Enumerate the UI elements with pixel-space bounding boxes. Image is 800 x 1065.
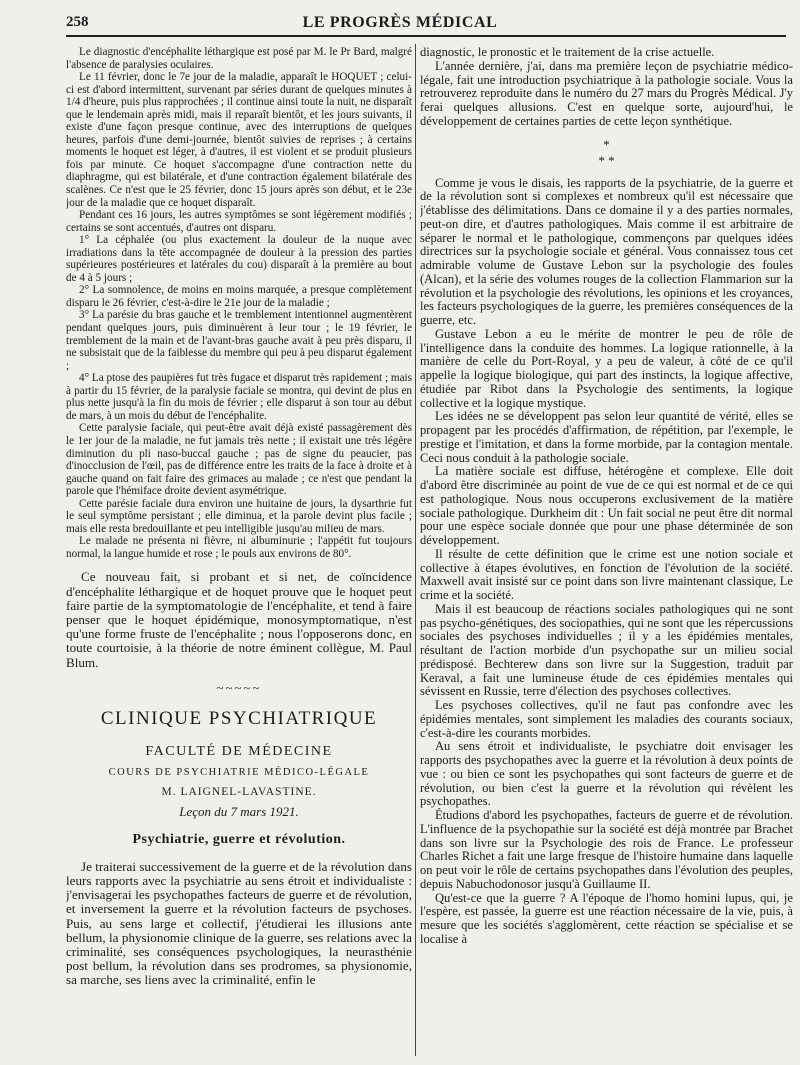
professor-name: M. LAIGNEL-LAVASTINE.	[161, 785, 317, 798]
body-paragraph: Les psychoses collectives, qu'il ne faut pas confondre avec les épidémies mentales, sont simplement les maladies des courants sociaux, c'est-à-dire les courants morbides.	[420, 698, 793, 740]
case-paragraph: Le 11 février, donc le 7e jour de la maladie, apparaît le HOQUET ; celui-ci est d'abord intermittent, survenant par séries durant de quelques minutes à 1/4 d'heure, puis plus rapprochées ; il continue ainsi toute la nuit, ne disparaît que le lendemain après midi, mais il reparaît bientôt, et les jours suivants, il existe d'une façon presque continue, avec des interruptions de quelques heures, parfois d'une demi-journée, bientôt suivies de reprises ; à certains moments le hoquet est léger, à d'autres, il est violent et se produit plusieurs fois par minute. Ce hoquet s'accompagne d'une contraction nette du diaphragme, qui est bilatérale, et d'une contraction également bilatérale des scalènes. Ce n'est que le 25 février, donc 15 jours après son début, et le 23e jour de la maladie que ce hoquet disparaît.	[66, 71, 412, 209]
right-column	[420, 46, 793, 1056]
conclusion-paragraph: Ce nouveau fait, si probant et si net, de coïncidence d'encéphalite léthargique et de hoquet prouve que le hoquet peut faire partie de la symptomatologie de l'encéphalite, et tend à faire penser que le hoquet épidémique, monosymptomatique, n'est qu'une forme fruste de l'encéphalite ; nous l'opposerons donc, en toute courtoisie, à la théorie de notre éminent collègue, M. Paul Blum.	[66, 569, 412, 670]
body-paragraph: Les idées ne se développent pas selon leur quantité de vérité, elles se propagent par les procédés d'affirmation, de répétition, par l'exemple, le prestige et l'imitation, et dans la forme morbide, par la contagion mentale. Ceci nous conduit à la pathologie sociale.	[420, 409, 793, 465]
case-paragraph: 2° La somnolence, de moins en moins marquée, a presque complètement disparu le 26 février, c'est-à-dire le 21e jour de la maladie ;	[66, 284, 412, 309]
case-paragraph: Le malade ne présenta ni fièvre, ni albuminurie ; l'appétit fut toujours normal, la langue humide et rose ; le pouls aux environs de 80°.	[66, 535, 412, 560]
section-separator: ~~~~~	[216, 679, 262, 695]
body-paragraph: Étudions d'abord les psychopathes, facteurs de guerre et de révolution. L'influence de la psychopathie sur la société est déjà montrée par Brachet dans son livre sur la Psychologie des rois de France. Le professeur Charles Richet a fait une large fresque de l'histoire humaine dans laquelle on peut voir le rôle de certains psychopathes dans l'évolution des peuples, depuis Nabuchodonosor jusqu'à Guillaume II.	[420, 808, 793, 891]
body-paragraph: L'année dernière, j'ai, dans ma première leçon de psychiatrie médico-légale, fait une introduction psychiatrique à la pathologie sociale. Vous la retrouverez reproduite dans le numéro du 27 mars du Progrès Médical. J'y ferai quelques allusions. C'est en quelque sorte, aujourd'hui, le développement de certaines parties de cette leçon synthétique.	[420, 58, 793, 128]
asterism-glyphs: * * *	[598, 136, 615, 168]
body-paragraph: Il résulte de cette définition que le crime est une notion sociale et collective à étapes évolutives, en fonction de l'évolution de la société. Maxwell avait insisté sur ce point dans son livre maintenant classique, Le crime et la société.	[420, 546, 793, 602]
body-paragraph: Gustave Lebon a eu le mérite de montrer le peu de rôle de l'intelligence dans la conduite des hommes. La logique rationnelle, à la manière de celle du Port-Royal, y a peu de valeur, à côté de ce qu'il appelle la logique biologique, qui part des instincts, la logique affective, étudiée par Ribot dans la Psychologie des sentiments, la logique collective et la logique mystique.	[420, 326, 793, 410]
section-title: CLINIQUE PSYCHIATRIQUE	[100, 707, 378, 729]
body-paragraph: La matière sociale est diffuse, hétérogène et complexe. Elle doit d'abord être discriminée au point de vue de ce qui est normal et de ce qui est pathologique. Nous nous occuperons exclusivement de la matière sociale pathologique. Durkheim dit : Un fait social ne peut être dit normal pour une espèce sociale donnée que pour une phase déterminée de son développement.	[420, 464, 793, 547]
faculty-heading: FACULTÉ DE MÉDECINE	[145, 743, 333, 759]
lecture-title: Psychiatrie, guerre et révolution.	[132, 831, 346, 847]
body-paragraph: Qu'est-ce que la guerre ? A l'époque de l'homo homini lupus, qui, je l'espère, est passée, la guerre est une réaction nécessaire de la vie, puis, à mesure que les sociétés s'agglomèrent, cette réaction se spécialise et se localise à	[420, 890, 793, 946]
column-divider	[415, 44, 416, 1056]
page-header	[0, 14, 800, 36]
page-number: 258	[66, 14, 89, 30]
left-column	[66, 46, 412, 1056]
case-paragraph: 4° La ptose des paupières fut très fugace et disparut très rapidement ; mais à partir du 15 février, de la paralysie faciale se montra, qui devint de plus en plus nette jusqu'à la fin du mois de février ; elle disparut à son tour au début de mars, à un mois du début de l'encéphalite.	[66, 372, 412, 422]
asterism	[420, 137, 793, 169]
intro-paragraph: Je traiterai successivement de la guerre et de la révolution dans leurs rapports avec la psychiatrie au sens étroit et individualiste : j'envisagerai les psychopathes facteurs de guerre et de révolution, et inversement la guerre et la révolution facteurs de psychoses. Puis, au sens large et collectif, j'étudierai les illusions ante bellum, la physionomie clinique de la guerre, ses relations avec la criminalité, ses conséquences psychologiques, la neurasthénie post bellum, la révolution dans ses prodromes, sa physionomie, sa marche, ses liens avec la criminalité, enfin le	[66, 858, 412, 988]
case-paragraph: Pendant ces 16 jours, les autres symptômes se sont légèrement modifiés ; certains se sont accentués, d'autres ont disparu.	[66, 209, 412, 234]
body-paragraph: Au sens étroit et individualiste, le psychiatre doit envisager les rapports des psychopathes avec la guerre et la révolution à deux points de vue : ou bien ce sont les psychopathes qui sont facteurs de guerre et de révolution, ou bien c'est la guerre et la révolution qui révèlent les psychopathes.	[420, 739, 793, 809]
case-paragraph: Le diagnostic d'encéphalite léthargique est posé par M. le Pr Bard, malgré l'absence de paralysies oculaires.	[66, 46, 412, 71]
running-title: LE PROGRÈS MÉDICAL	[302, 14, 498, 31]
course-heading: COURS DE PSYCHIATRIE MÉDICO-LÉGALE	[108, 766, 370, 778]
case-paragraph: 3° La parésie du bras gauche et le tremblement intentionnel augmentèrent pendant quelques jours, puis diminuèrent à leur tour ; le 19 février, le tremblement de la main et de l'avant-bras gauche avait à peu près disparu, il ne subsistait que de la faiblesse du membre qui peu à peu disparut également ;	[66, 309, 412, 372]
conclusion-block	[66, 570, 412, 669]
body-paragraph: Mais il est beaucoup de réactions sociales pathologiques qui ne sont pas psycho-génétiques, des sociopathies, qui ne sont que les répercussions sociales des psychoses individuelles ; il y a les épidémies mentales, résultant de l'action morbide d'un psychopathe sur un milieu social prédisposé. Bechterew dans son livre sur la Suggestion, traduit par Keraval, a fait une lumineuse étude de ces épidémies mentales qui sévissent en Russie, terre d'élection des psychoses collectives.	[420, 601, 793, 699]
case-report	[66, 46, 412, 560]
case-paragraph: 1° La céphalée (ou plus exactement la douleur de la nuque avec irradiations dans la tête accompagnée de douleur à la pression des parties supérieures postérieures et latérales du cou) disparaît à la première au bout de 4 à 5 jours ;	[66, 234, 412, 284]
lecture-intro	[66, 860, 412, 988]
body-paragraph: Comme je vous le disais, les rapports de la psychiatrie, de la guerre et de la révolution sont si complexes et nombreux qu'il est nécessaire que j'établisse des délimitations. Dans ce domaine il y a des parties normales, peut-on dire, et d'autres pathologiques. Mais comme il est arbitraire de séparer le normal et le pathologique, commençons par quelques idées directrices sur la psychologie sociale et général. Vous connaissez tous cet admirable volume de Gustave Lebon sur la psychologie des foules (Alcan), et la série des volumes rouges de la collection Flammarion sur la révolution et la psychologie des révolutions, les opinions et les croyances, les facteurs psychologiques de la guerre, les premières conséquences de la guerre, etc.	[420, 175, 793, 327]
case-paragraph: Cette parésie faciale dura environ une huitaine de jours, la dysarthrie fut le seul symptôme persistant ; elle diminua, et la parole devint plus facile ; mais elle resta bredouillante et peu intelligible jusqu'au milieu de mars.	[66, 497, 412, 535]
lecture-date: Leçon du 7 mars 1921.	[179, 803, 299, 819]
header-rule	[66, 35, 786, 37]
case-paragraph: Cette paralysie faciale, qui peut-être avait déjà existé passagèrement dès le 1er jour de la maladie, ne fut jamais très nette ; il existait une très légère diminution du pli naso-buccal gauche ; pas de signe du peaucier, pas d'inocclusion de l'œil, pas de différence entre les traits de la face à droite et à gauche quand on fait faire des grimaces au malade ; ce n'est que pendant la parole que l'hémiface droite devient asymétrique.	[66, 422, 412, 498]
body-paragraph: diagnostic, le pronostic et le traitement de la crise actuelle.	[420, 46, 715, 59]
